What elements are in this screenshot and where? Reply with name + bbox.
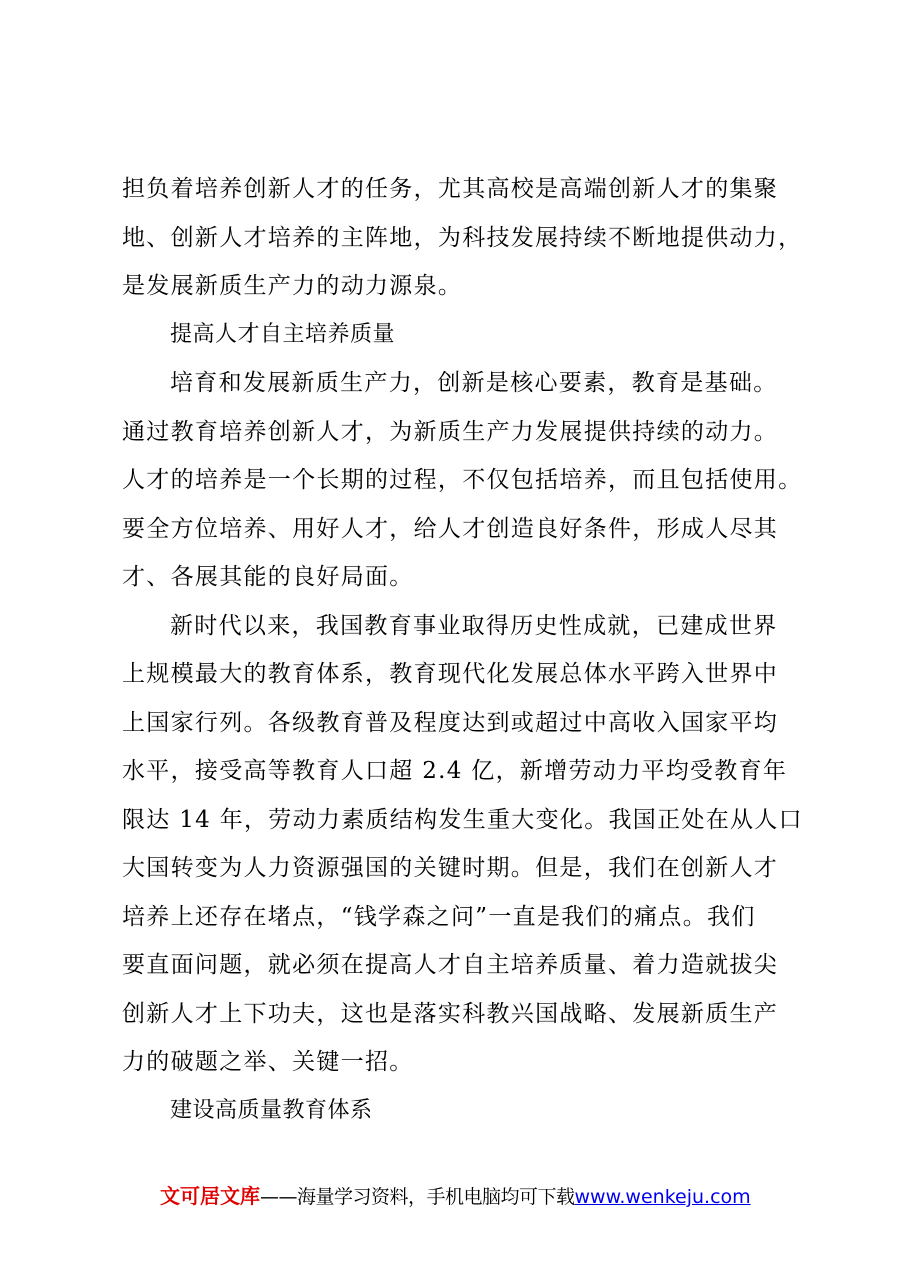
paragraph-line: 新时代以来，我国教育事业取得历史性成就，已建成世界 bbox=[170, 612, 778, 639]
paragraph-line: 限达 14 年，劳动力素质结构发生重大变化。我国正处在从人口 bbox=[122, 806, 803, 833]
section-heading-talent-cultivation: 提高人才自主培养质量 bbox=[170, 321, 396, 347]
paragraph-line: 力的破题之举、关键一招。 bbox=[122, 1049, 414, 1075]
paragraph-line: 水平，接受高等教育人口超 2.4 亿，新增劳动力平均受教育年 bbox=[122, 758, 788, 784]
page-footer bbox=[160, 1183, 751, 1210]
paragraph-line: 人才的培养是一个长期的过程，不仅包括培养，而且包括使用。 bbox=[122, 467, 803, 493]
article-body bbox=[122, 165, 822, 1135]
paragraph-line: 要直面问题，就必须在提高人才自主培养质量、着力造就拔尖 bbox=[122, 952, 779, 978]
paragraph-line: 要全方位培养、用好人才，给人才创造良好条件，形成人尽其 bbox=[122, 515, 779, 542]
footer-tagline: ——海量学习资料，手机电脑均可下载 bbox=[260, 1186, 575, 1208]
paragraph-2 bbox=[122, 359, 822, 602]
paragraph-3 bbox=[122, 602, 822, 1087]
paragraph-line: 担负着培养创新人才的任务，尤其高校是高端创新人才的集聚 bbox=[122, 176, 779, 202]
footer-site-link[interactable]: www.wenkeju.com bbox=[574, 1186, 751, 1208]
section-heading-education-system: 建设高质量教育体系 bbox=[170, 1097, 373, 1123]
paragraph-line: 培养上还存在堵点，“钱学森之问”一直是我们的痛点。我们 bbox=[122, 903, 756, 930]
paragraph-line: 大国转变为人力资源强国的关键时期。但是，我们在创新人才 bbox=[122, 855, 779, 881]
paragraph-line: 创新人才上下功夫，这也是落实科教兴国战略、发展新质生产 bbox=[122, 1000, 779, 1027]
footer-brand: 文可居文库 bbox=[160, 1184, 260, 1208]
paragraph-line: 上规模最大的教育体系，教育现代化发展总体水平跨入世界中 bbox=[122, 661, 779, 687]
paragraph-line: 培育和发展新质生产力，创新是核心要素，教育是基础。 bbox=[170, 370, 778, 396]
paragraph-line: 上国家行列。各级教育普及程度达到或超过中高收入国家平均 bbox=[122, 709, 779, 736]
paragraph-line: 是发展新质生产力的动力源泉。 bbox=[122, 273, 463, 299]
paragraph-1 bbox=[122, 165, 822, 311]
paragraph-line: 才、各展其能的良好局面。 bbox=[122, 564, 414, 590]
paragraph-line: 地、创新人才培养的主阵地，为科技发展持续不断地提供动力， bbox=[122, 224, 803, 251]
paragraph-line: 通过教育培养创新人才，为新质生产力发展提供持续的动力。 bbox=[122, 418, 779, 445]
